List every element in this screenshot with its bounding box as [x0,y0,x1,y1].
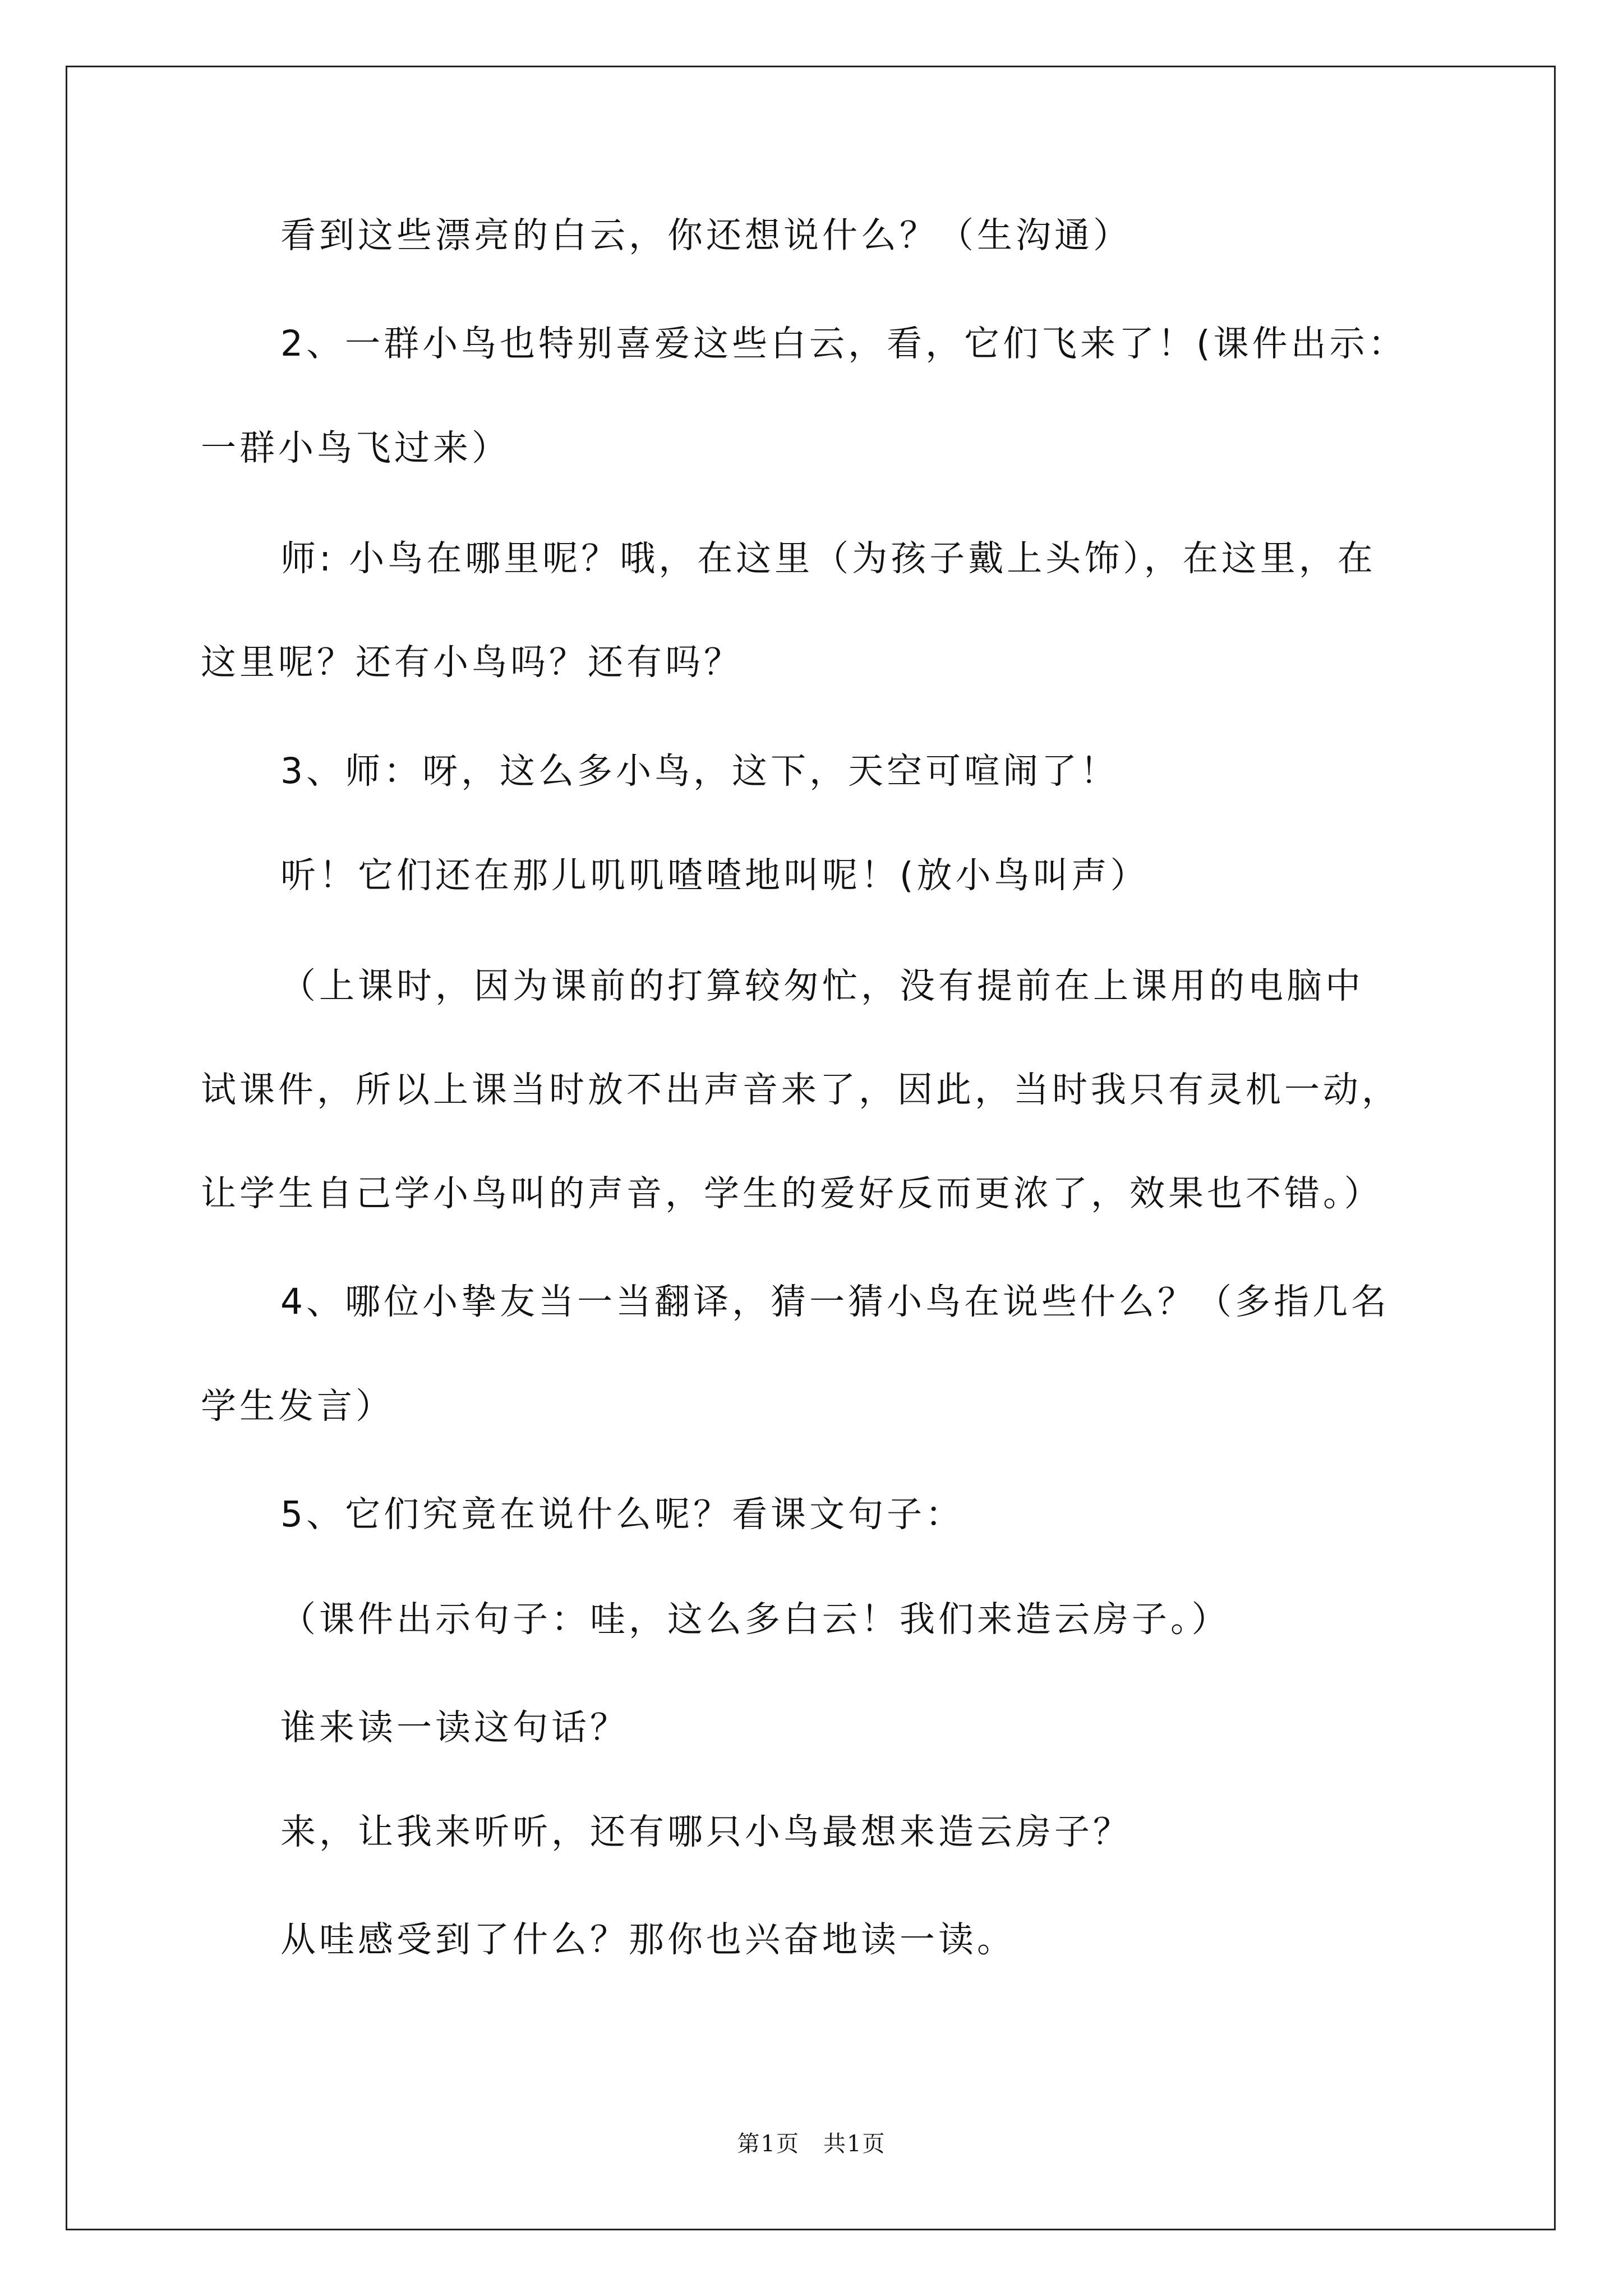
paragraph-line: 4、哪位小挚友当一当翻译，猜一猜小鸟在说些什么？（多指几名 [280,1281,1390,1322]
paragraph-line: 师: 小鸟在哪里呢？哦，在这里（为孩子戴上头饰），在这里，在 [280,538,1376,579]
paragraph-line: 这里呢？还有小鸟吗？还有吗？ [201,642,743,683]
paragraph-line: 从哇感受到了什么？那你也兴奋地读一读。 [280,1919,1016,1960]
paragraph-line: 试课件，所以上课当时放不出声音来了，因此，当时我只有灵机一动， [201,1069,1400,1110]
paragraph-line: 看到这些漂亮的白云，你还想说什么？（生沟通） [280,215,1132,256]
paragraph-line: 来，让我来听听，还有哪只小鸟最想来造云房子？ [280,1811,1132,1852]
paragraph-line: 5、它们究竟在说什么呢？看课文句子： [280,1494,965,1535]
paragraph-line: （课件出示句子：哇，这么多白云！我们来造云房子。） [280,1599,1230,1640]
page-footer: 第1页 共1页 [737,2131,886,2157]
paragraph-line: （上课时，因为课前的打算较匆忙，没有提前在上课用的电脑中 [280,965,1364,1006]
paragraph-line: 学生发言） [201,1386,394,1427]
paragraph-line: 2、一群小鸟也特别喜爱这些白云，看，它们飞来了！(课件出示： [280,323,1407,364]
paragraph-line: 一群小鸟飞过来） [201,427,510,468]
paragraph-line: 谁来读一读这句话？ [280,1707,629,1748]
paragraph-line: 3、师：呀，这么多小鸟，这下，天空可喧闹了！ [280,751,1119,792]
paragraph-line: 听！它们还在那儿叽叽喳喳地叫呢！(放小鸟叫声） [280,855,1149,896]
page-border [66,66,1556,2230]
paragraph-line: 让学生自己学小鸟叫的声音，学生的爱好反而更浓了，效果也不错。） [201,1173,1383,1214]
